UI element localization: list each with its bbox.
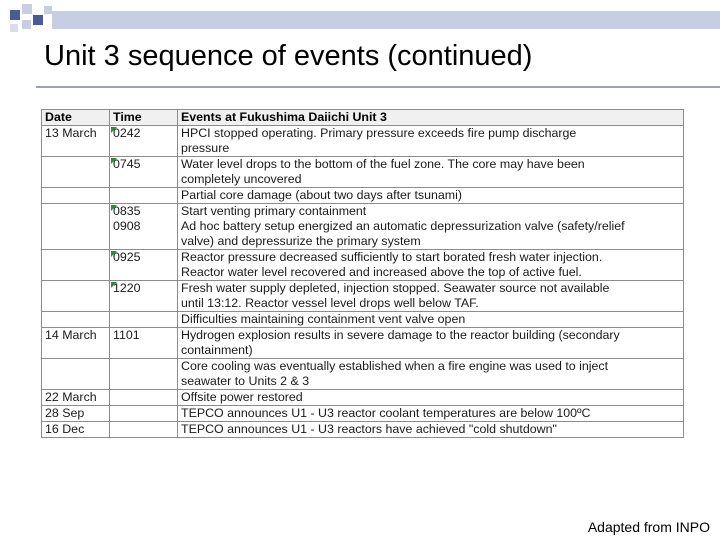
table-row (42, 157, 684, 188)
cell-time (110, 188, 178, 204)
green-corner-marker-icon (111, 158, 117, 164)
event-line: Partial core damage (about two days after tsunami) (181, 188, 462, 202)
cell-event (178, 390, 684, 406)
table-row (42, 422, 684, 438)
table-row (42, 406, 684, 422)
event-line: pressure (181, 141, 230, 155)
cell-date: 14 March (42, 328, 110, 359)
cell-date (42, 359, 110, 390)
table-row (42, 328, 684, 359)
cell-event (178, 281, 684, 312)
cell-time (110, 312, 178, 328)
event-line: Core cooling was eventually established when a fire engine was used to inject (181, 359, 609, 373)
event-line: Hydrogen explosion results in severe damage to the reactor building (secondary (181, 328, 620, 342)
cell-event (178, 250, 684, 281)
table-row (42, 204, 684, 250)
cell-time (110, 359, 178, 390)
cell-date: 22 March (42, 390, 110, 406)
event-line: Reactor water level recovered and increased above the top of active fuel. (181, 265, 582, 279)
time-text: 0242 (113, 126, 141, 140)
table-row (42, 281, 684, 312)
event-line: Reactor pressure decreased sufficiently to start borated fresh water injection. (181, 250, 603, 264)
cell-event (178, 312, 684, 328)
cell-event (178, 188, 684, 204)
time-text: 0925 (113, 250, 141, 264)
table-row (42, 126, 684, 157)
event-line: Start venting primary containment (181, 204, 367, 218)
cell-date (42, 312, 110, 328)
cell-date (42, 157, 110, 188)
cell-event (178, 422, 684, 438)
cell-date: 16 Dec (42, 422, 110, 438)
time-text: 0745 (113, 157, 141, 171)
cell-date (42, 204, 110, 250)
header-band (52, 11, 720, 29)
time-text: 0835 0908 (113, 204, 141, 233)
event-line: containment) (181, 343, 253, 357)
table-row (42, 250, 684, 281)
time-text: 1220 (113, 281, 141, 295)
cell-date: 28 Sep (42, 406, 110, 422)
table-header-row (42, 110, 684, 126)
green-corner-marker-icon (111, 251, 117, 257)
table-row (42, 312, 684, 328)
cell-date: 13 March (42, 126, 110, 157)
cell-time (110, 422, 178, 438)
event-line: Water level drops to the bottom of the fuel zone. The core may have been (181, 157, 585, 171)
table-row (42, 390, 684, 406)
green-corner-marker-icon (111, 282, 117, 288)
events-table (41, 109, 684, 438)
cell-time (110, 250, 178, 281)
corner-decoration (0, 0, 720, 40)
cell-time (110, 390, 178, 406)
event-line: until 13:12. Reactor vessel level drops well below TAF. (181, 296, 479, 310)
cell-time (110, 406, 178, 422)
green-corner-marker-icon (111, 127, 117, 133)
event-line: Ad hoc battery setup energized an automatic depressurization valve (safety/relief (181, 219, 625, 233)
cell-date (42, 250, 110, 281)
table-row (42, 359, 684, 390)
title-divider (36, 86, 720, 88)
event-line: Difficulties maintaining containment vent valve open (181, 312, 466, 326)
event-line: TEPCO announces U1 - U3 reactor coolant temperatures are below 100ºC (181, 406, 591, 420)
event-line: valve) and depressurize the primary system (181, 234, 421, 248)
event-line: Fresh water supply depleted, injection stopped. Seawater source not available (181, 281, 610, 295)
event-line: Offsite power restored (181, 390, 303, 404)
table-row (42, 188, 684, 204)
cell-date (42, 188, 110, 204)
cell-event (178, 126, 684, 157)
header-date: Date (42, 110, 110, 126)
event-line: seawater to Units 2 & 3 (181, 374, 310, 388)
cell-event (178, 359, 684, 390)
event-line: HPCI stopped operating. Primary pressure exceeds fire pump discharge (181, 126, 577, 140)
cell-event (178, 204, 684, 250)
cell-event (178, 406, 684, 422)
cell-time (110, 281, 178, 312)
time-text: 1101 (113, 328, 140, 342)
event-line: TEPCO announces U1 - U3 reactors have achieved "cold shutdown" (181, 422, 557, 436)
cell-event (178, 157, 684, 188)
cell-time (110, 126, 178, 157)
cell-date (42, 281, 110, 312)
cell-time (110, 204, 178, 250)
cell-event (178, 328, 684, 359)
header-events: Events at Fukushima Daiichi Unit 3 (178, 110, 684, 126)
green-corner-marker-icon (111, 205, 117, 211)
cell-time (110, 328, 178, 359)
header-time: Time (110, 110, 178, 126)
source-credit: Adapted from INPO (587, 519, 710, 535)
slide-title: Unit 3 sequence of events (continued) (44, 40, 533, 72)
cell-time (110, 157, 178, 188)
event-line: completely uncovered (181, 172, 302, 186)
